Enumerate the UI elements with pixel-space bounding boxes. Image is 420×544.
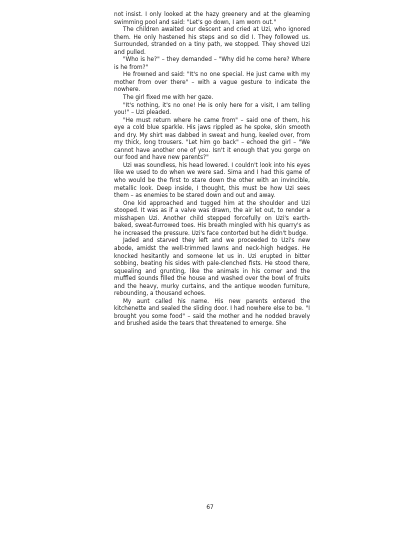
paragraph: Jaded and starved they left and we proceeded to Uzi's new abode, amidst the well-trimmed lawns and neck-high hedges. He knocked hesitantly and someone let us in. Uzi erupted in bitter sobbing, beating his sides with pale-clenched fists. He stood there, squealing and grunting, like the animals in his corner and the muffled sounds filled the house and washed over the bowl of fruits and the heavy, murky curtains, and the antique wooden furniture, rebounding, a thousand echoes.: [114, 238, 310, 298]
paragraph: not insist. I only looked at the hazy greenery and at the gleaming swimming pool and said: "Let's go down, I am worn out.": [114, 12, 310, 26]
paragraph: The girl fixed me with her gaze.: [123, 95, 214, 102]
paragraph: "It's nothing, it's no one! He is only here for a visit, I am telling you!" – Uzi pleaded.: [114, 102, 310, 117]
paragraph: One kid approached and tugged him at the shoulder and Uzi stooped. It was as if a valve was drawn, the air let out, to render a misshapen Uzi. Another child stepped forcefully on Uzi's earth-baked, sweat-furrowed toes. His breath mingled with his quarry's as he increased the pressure. Uzi's face contorted but he didn't budge.: [114, 200, 310, 237]
paragraph: "He must return where he came from" – said one of them, his eye a cold blue sparkle. His jaws rippled as he spoke, skin smooth and dry. My shirt was dabbed in sweat and hung, keeled over, from my thick, long trousers. "Let him go back" – echoed the girl – "We cannot have another one of you. Isn't it enough that you gorge on our food and have new parents?": [114, 117, 310, 162]
body-text: [114, 12, 310, 329]
page-number: 67: [206, 505, 214, 511]
paragraph: He frowned and said: "It's no one special. He just came with my mother from over there" – with a vague gesture to indicate the nowhere.: [114, 72, 310, 94]
paragraph: My aunt called his name. His new parents entered the kitchenette and sealed the sliding door. I had nowhere else to be. "I brought you some food" – said the mother and he nodded bravely and brushed aside the tears that threatened to emerge. She: [114, 298, 310, 328]
paragraph: The children awaited our descent and cried at Uzi, who ignored them. He only hastened his steps and so did I. They followed us. Surrounded, stranded on a tiny path, we stopped. They shoved Uzi and pulled.: [114, 27, 310, 56]
paragraph: "Who is he?" – they demanded – "Why did he come here? Where is he from?": [114, 57, 310, 71]
paragraph: Uzi was soundless, his head lowered. I couldn't look into his eyes like we used to do when we were sad. Sima and I had this game of who would be the first to stare down the other with an invincible, metallic look. Deep inside, I thought, this must be how Uzi sees them – as enemies to be stared down and out and away.: [114, 162, 310, 200]
